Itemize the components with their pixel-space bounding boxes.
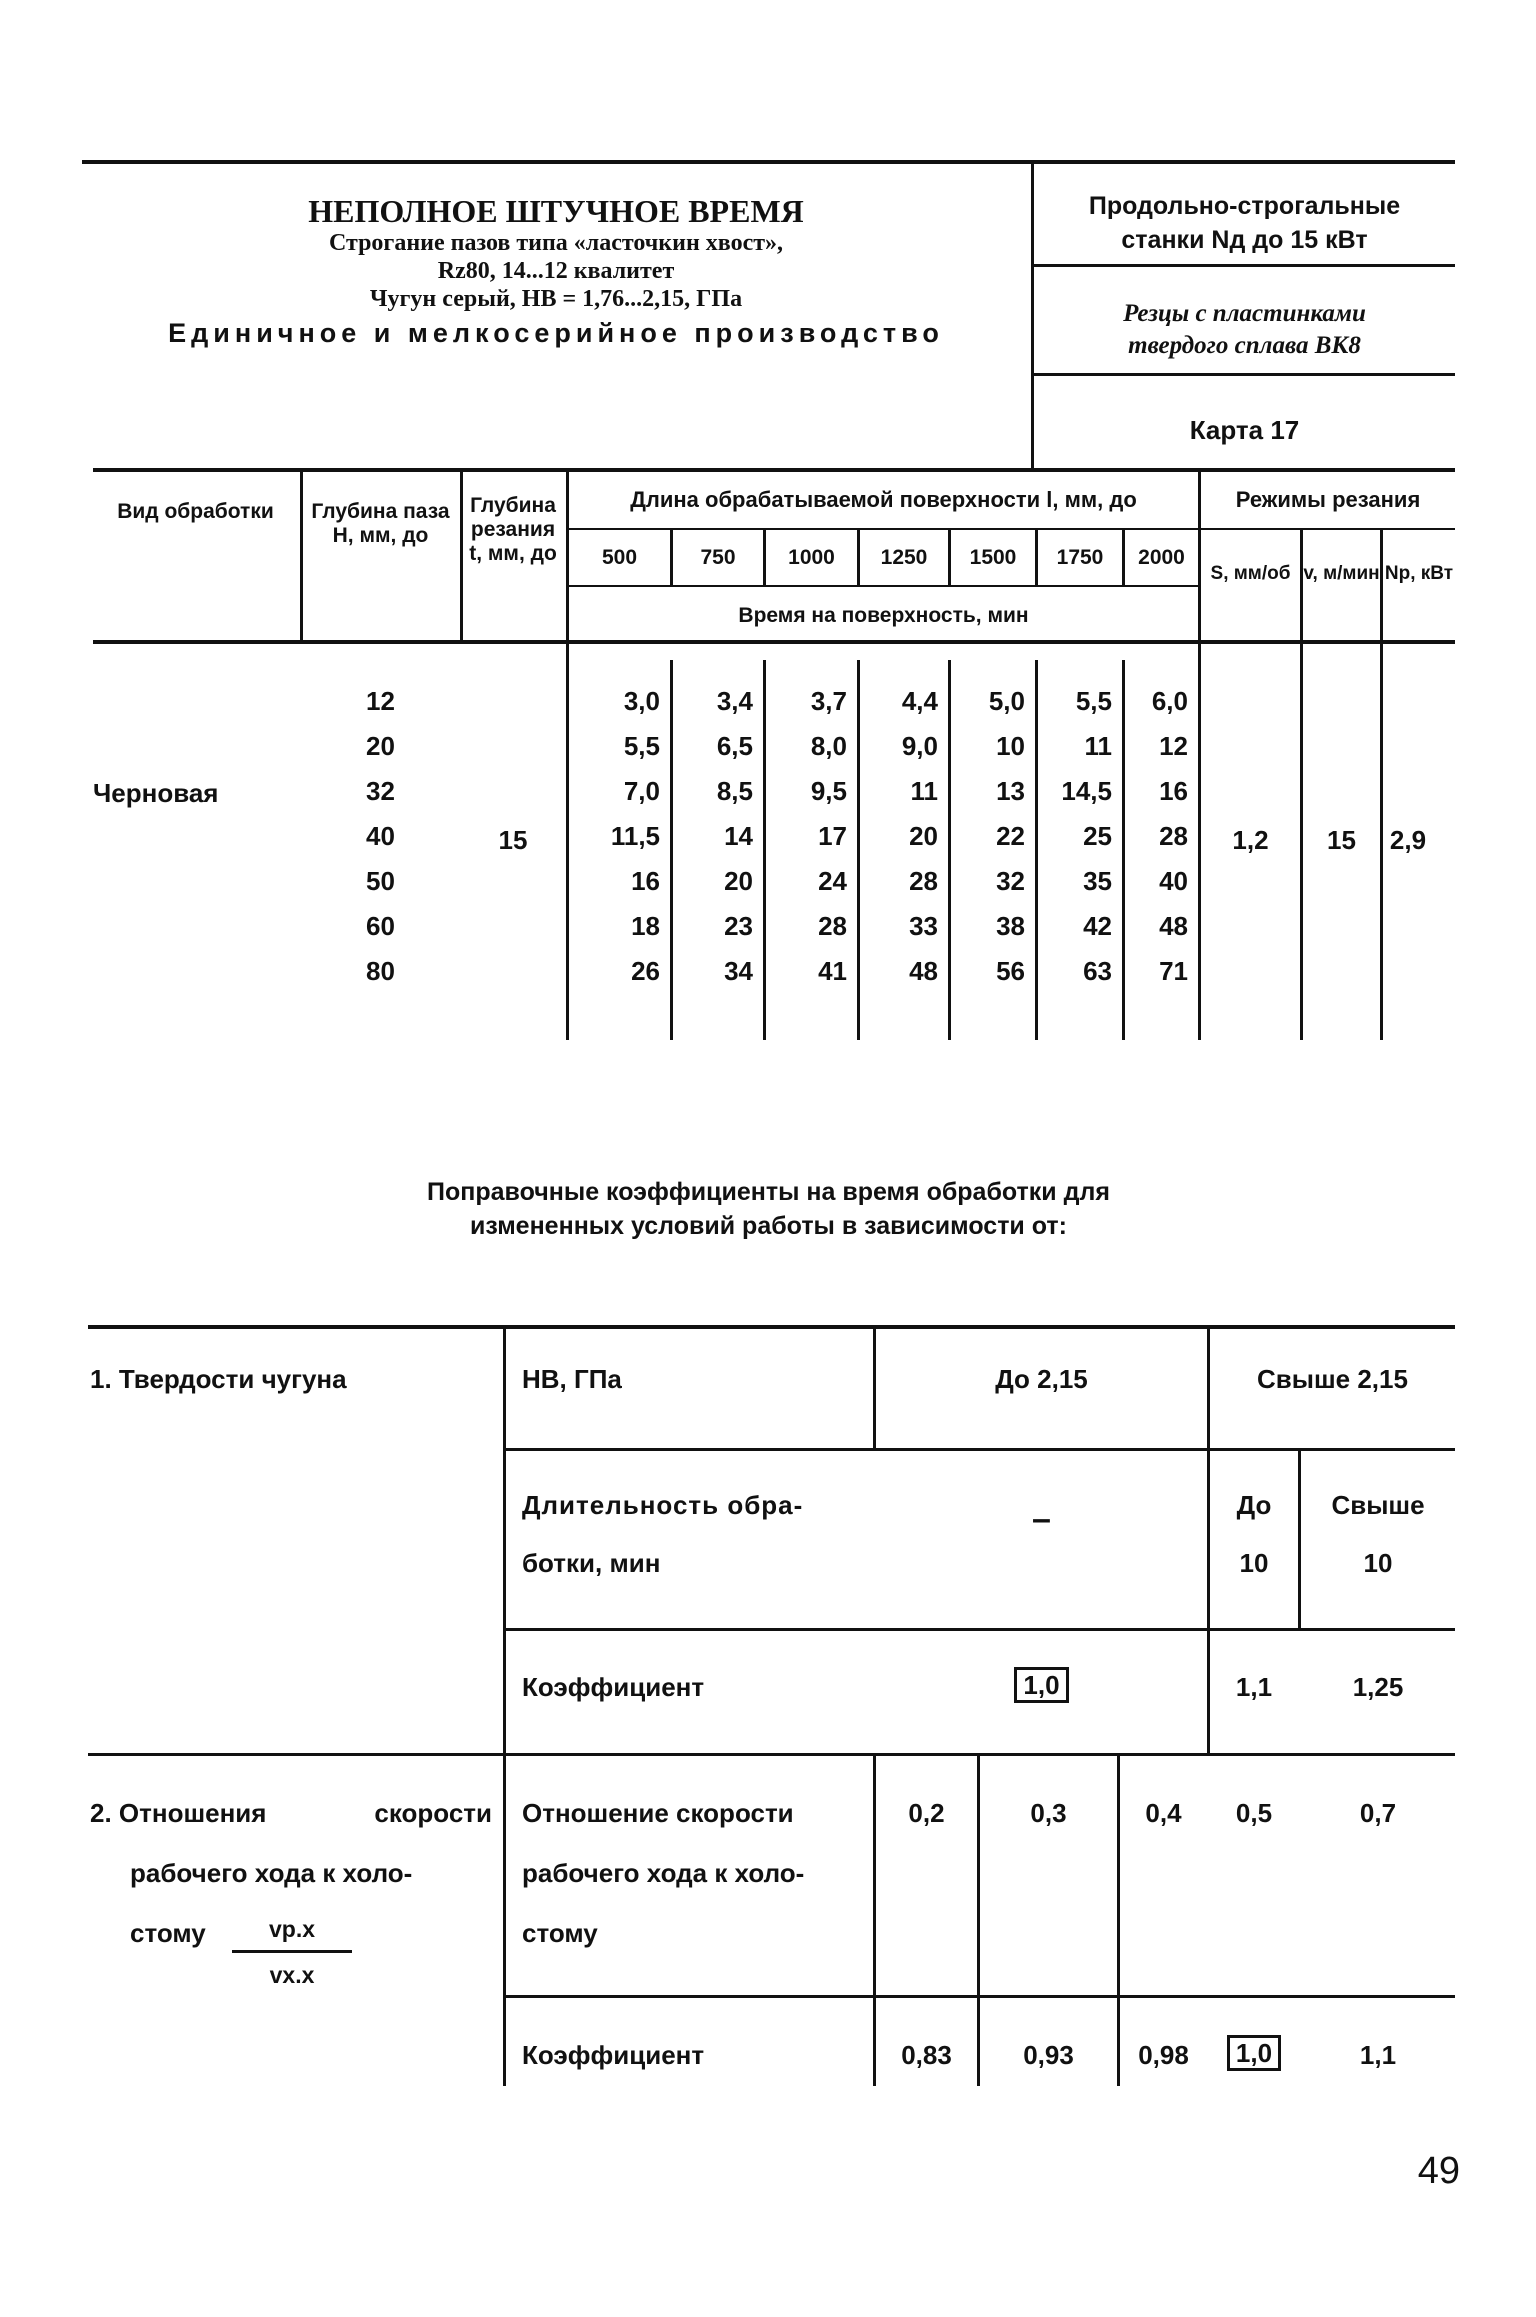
time-cell: 14,5	[1061, 776, 1112, 806]
corrections-heading-2: измененных условий работы в зависимости от:	[470, 1212, 1067, 1240]
table1-sub-rule-2	[568, 585, 1200, 587]
duration-line-1: Длительность обра-	[522, 1490, 804, 1520]
depth-value: 12	[366, 686, 395, 716]
time-cell: 48	[1159, 911, 1188, 941]
time-label: Время на поверхность, мин	[738, 604, 1029, 627]
time-cell: 42	[1083, 911, 1112, 941]
t2-mid-rule	[88, 1753, 1455, 1756]
fraction-bar	[232, 1950, 352, 1953]
doc-subtitle-1: Строгание пазов типа «ласточкин хвост»,	[328, 230, 784, 256]
time-cell: 4,4	[901, 686, 938, 716]
t2-rule-1	[506, 1448, 1455, 1451]
time-cell: 7,0	[623, 776, 660, 806]
t1-v1	[300, 468, 303, 644]
k1-over10-value: 1,25	[1352, 1672, 1404, 1702]
time-cell: 16	[631, 866, 660, 896]
doc-title: НЕПОЛНОЕ ШТУЧНОЕ ВРЕМЯ	[308, 193, 804, 229]
ratio-line-2: рабочего хода к холо-	[522, 1858, 805, 1888]
ratio-0-5: 0,5	[1235, 1798, 1273, 1828]
depth-value: 80	[366, 956, 395, 986]
time-cell: 56	[996, 956, 1025, 986]
time-cell: 12	[1159, 731, 1188, 761]
corrections-heading-1: Поправочные коэффициенты на время обработки для	[427, 1178, 1110, 1206]
ratio-0-2: 0,2	[908, 1798, 945, 1828]
tool-line-1: Резцы с пластинками	[1123, 300, 1366, 327]
time-cell: 11,5	[610, 821, 660, 851]
t1-v11	[1300, 530, 1303, 1040]
time-cell: 5,0	[988, 686, 1025, 716]
time-cell: 48	[909, 956, 938, 986]
time-cell: 32	[996, 866, 1025, 896]
card-number: Карта 17	[1189, 415, 1300, 445]
machine-line-1: Продольно-строгальные	[1088, 192, 1401, 220]
boxed-value: 1,0	[1014, 1667, 1068, 1703]
coef-label-2: Коэффициент	[522, 2040, 705, 2070]
time-cell: 16	[1159, 776, 1188, 806]
tool-line-2: твердого сплава ВК8	[1128, 332, 1361, 359]
length-1250: 1250	[880, 546, 928, 569]
depth-value: 60	[366, 911, 395, 941]
time-cell: 25	[1083, 821, 1112, 851]
depth-value: 40	[366, 821, 395, 851]
length-2000: 2000	[1138, 546, 1185, 569]
duration-line-2: ботки, мин	[522, 1548, 661, 1578]
machine-line-2: станки Nд до 15 кВт	[1121, 226, 1368, 254]
duration-dash: –	[1032, 1500, 1051, 1538]
header-rule-2	[1034, 373, 1455, 376]
time-cell: 41	[818, 956, 847, 986]
upto10-line-1: До	[1236, 1490, 1272, 1520]
header-rule-1	[1034, 264, 1455, 267]
k2-0-2: 0,83	[901, 2040, 952, 2070]
ratio-line-1: Отношение скорости	[522, 1798, 794, 1828]
time-cell: 5,5	[623, 731, 660, 761]
time-cell: 8,5	[716, 776, 753, 806]
doc-subtitle-2: Rz80, 14...12 квалитет	[437, 258, 675, 284]
hb-label: НВ, ГПа	[522, 1364, 622, 1394]
k2-0-4: 0,98	[1138, 2040, 1189, 2070]
time-cell: 20	[724, 866, 753, 896]
time-cell: 5,5	[1075, 686, 1112, 716]
over10-line-2: 10	[1363, 1548, 1393, 1578]
time-cell: 13	[996, 776, 1025, 806]
time-cell: 38	[996, 911, 1025, 941]
table1-sub-rule	[568, 528, 1455, 530]
k1-upto-value	[876, 1670, 1207, 1701]
time-cell: 35	[1083, 866, 1112, 896]
time-cell: 10	[996, 731, 1025, 761]
t1-v12	[1380, 530, 1383, 1040]
time-cell: 18	[631, 911, 660, 941]
time-cell: 26	[631, 956, 660, 986]
t2-v-main-2	[503, 1756, 506, 2086]
fraction-numerator: vр.х	[268, 1916, 316, 1942]
ratio-line-3: стому	[522, 1918, 598, 1948]
cut-depth-value: 15	[498, 825, 528, 855]
v-value: 15	[1327, 825, 1356, 855]
col-cut-depth-header: Глубина резания t, мм, до	[469, 494, 557, 565]
item2-line-1a: 2. Отношения	[90, 1798, 267, 1828]
time-cell: 20	[909, 821, 938, 851]
length-750: 750	[700, 546, 736, 569]
length-1500: 1500	[969, 546, 1017, 569]
item2-line-3: стому	[130, 1918, 206, 1948]
time-cell: 14	[724, 821, 753, 851]
col-depth-groove-header: Глубина паза Н, мм, до	[311, 500, 450, 547]
time-cell: 11	[910, 776, 938, 806]
time-cell: 6,5	[716, 731, 753, 761]
t2-top-rule	[88, 1325, 1455, 1329]
time-cell: 3,0	[623, 686, 660, 716]
time-cell: 17	[818, 821, 847, 851]
s-value: 1,2	[1232, 825, 1269, 855]
over10-line-1: Свыше	[1331, 1490, 1425, 1520]
item2-line-2: рабочего хода к холо-	[130, 1858, 413, 1888]
over-label: Свыше 2,15	[1257, 1364, 1408, 1394]
ratio-0-4: 0,4	[1145, 1798, 1182, 1828]
coef-label-1: Коэффициент	[522, 1672, 705, 1702]
table1-header-bottom	[93, 640, 1455, 644]
depth-value: 50	[366, 866, 395, 896]
time-cell: 40	[1159, 866, 1188, 896]
time-cell: 23	[724, 911, 753, 941]
time-cell: 8,0	[810, 731, 847, 761]
upto10-line-2: 10	[1239, 1548, 1269, 1578]
col-length-header: Длина обрабатываемой поверхности l, мм, до	[630, 487, 1137, 512]
time-cell: 34	[724, 956, 753, 986]
t2-rule-2	[506, 1628, 1455, 1631]
doc-subtitle-3: Чугун серый, НВ = 1,76...2,15, ГПа	[369, 286, 743, 312]
k2-0-7: 1,1	[1359, 2040, 1397, 2070]
length-1000: 1000	[788, 546, 835, 569]
ratio-0-7: 0,7	[1359, 1798, 1397, 1828]
item2-line-1b: скорости	[374, 1798, 492, 1828]
col-type-header: Вид обработки	[117, 500, 274, 523]
time-cell: 6,0	[1151, 686, 1188, 716]
t2-v3	[1298, 1448, 1301, 1628]
k2-0-3: 0,93	[1023, 2040, 1074, 2070]
t2-v-main	[503, 1325, 506, 1755]
k2-0-5-value	[1210, 2038, 1298, 2069]
item1-label: 1. Твердости чугуна	[90, 1364, 347, 1394]
doc-subtitle-4: Единичное и мелкосерийное производство	[168, 318, 944, 348]
boxed-value: 1,0	[1227, 2035, 1281, 2071]
length-500: 500	[601, 546, 638, 569]
k1-upto10-value: 1,1	[1235, 1672, 1273, 1702]
depth-value: 20	[366, 731, 395, 761]
upto-label: До 2,15	[995, 1364, 1088, 1394]
time-cell: 11	[1084, 731, 1112, 761]
np-value: 2,9	[1389, 825, 1427, 855]
time-cell: 71	[1159, 956, 1188, 986]
time-cell: 28	[818, 911, 847, 941]
time-cell: 9,0	[901, 731, 938, 761]
time-cell: 22	[996, 821, 1025, 851]
col-v-header: v, м/мин	[1303, 563, 1380, 584]
fraction-denominator: vх.х	[269, 1962, 315, 1988]
time-cell: 28	[909, 866, 938, 896]
ratio-0-3: 0,3	[1030, 1798, 1067, 1828]
top-rule	[82, 160, 1455, 164]
col-s-header: S, мм/об	[1210, 563, 1291, 584]
time-cell: 3,7	[810, 686, 847, 716]
table1-top-rule	[93, 468, 1455, 472]
t2-rule-3	[506, 1995, 1455, 1998]
time-cell: 24	[818, 866, 847, 896]
time-cell: 28	[1159, 821, 1188, 851]
row-type: Черновая	[93, 778, 219, 808]
col-modes-header: Режимы резания	[1235, 487, 1421, 512]
t1-v10	[1198, 468, 1201, 1040]
time-cell: 63	[1083, 956, 1112, 986]
time-cell: 3,4	[716, 686, 753, 716]
depth-value: 32	[366, 776, 395, 806]
time-cell: 9,5	[810, 776, 847, 806]
col-np-header: Np, кВт	[1384, 563, 1454, 584]
page-number: 49	[1417, 2150, 1460, 2192]
length-1750: 1750	[1056, 546, 1104, 569]
time-cell: 33	[909, 911, 938, 941]
